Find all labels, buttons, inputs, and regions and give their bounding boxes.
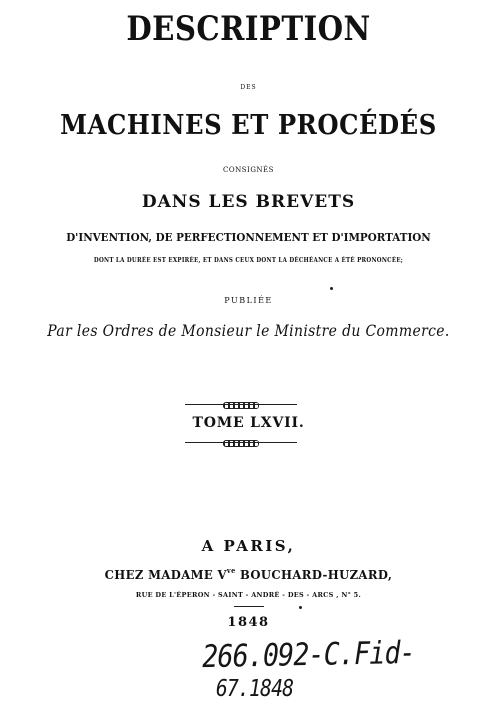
ornamental-rule-top: [185, 402, 297, 407]
main-heading: MACHINES ET PROCÉDÉS: [60, 110, 437, 141]
short-rule: [234, 606, 264, 607]
brevets-heading: DANS LES BREVETS: [141, 192, 356, 212]
shelfmark-line-1: 266.092-C.Fid-: [201, 634, 416, 676]
des-text: DES: [240, 84, 257, 91]
ornamental-rule-bottom: [185, 440, 297, 445]
page-title: DESCRIPTION: [126, 9, 371, 49]
volume-label: TOME LXVII.: [192, 415, 305, 431]
ink-dot: [330, 287, 333, 290]
ink-dot-small: [299, 606, 302, 609]
publisher-line: CHEZ MADAME $V^{ve}$ BOUCHARD-HUZARD,: [104, 566, 393, 582]
consignes-text: CONSIGNÉS: [223, 166, 274, 174]
place-of-publication: A PARIS,: [201, 537, 296, 555]
invention-line: D'INVENTION, DE PERFECTIONNEMENT ET D'IMPORTATION: [66, 230, 431, 244]
shelfmark-line-2: 67.1848: [215, 676, 294, 702]
publication-year: 1848: [227, 615, 270, 630]
publiee-text: PUBLIÉE: [224, 296, 273, 305]
address-line: RUE DE L'ÉPERON - SAINT - ANDRÉ - DES - ARCS , N° 5.: [135, 591, 362, 599]
ordres-script-line: Par les Ordres de Monsieur le Ministre du Commerce.: [47, 322, 450, 340]
duree-line: DONT LA DURÉE EST EXPIRÉE, ET DANS CEUX DONT LA DÉCHÉANCE A ÉTÉ PRONONCÉE;: [93, 257, 404, 264]
